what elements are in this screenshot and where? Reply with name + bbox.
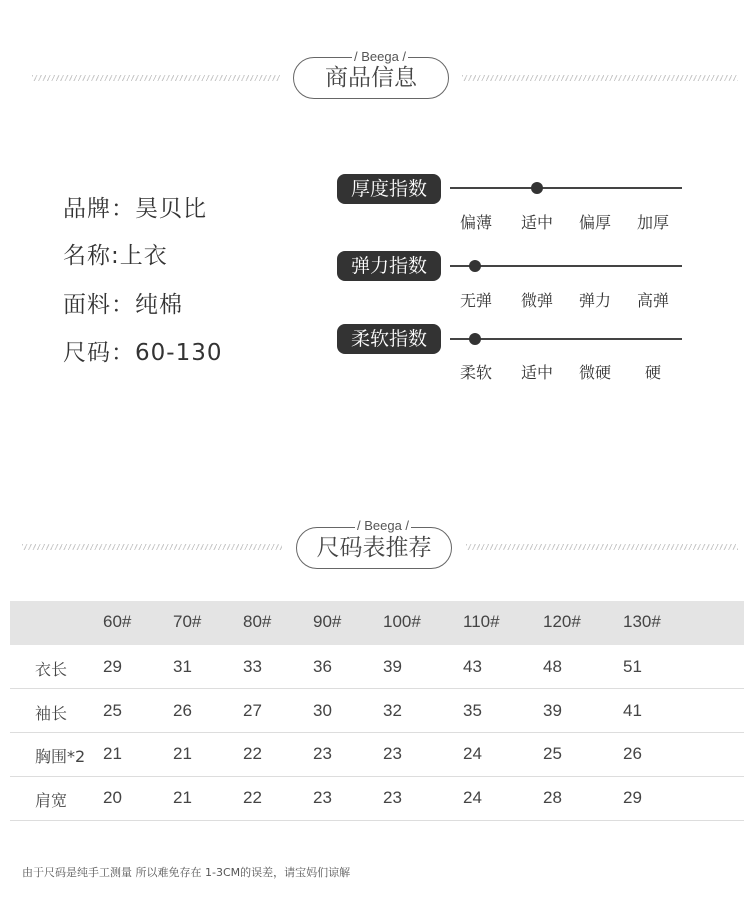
section-title-text: 尺码表推荐 [316, 535, 432, 561]
size-cell: 23 [313, 744, 332, 763]
size-cell: 48 [543, 657, 562, 676]
size-column-header: 130# [623, 612, 661, 631]
size-column-header: 60# [103, 612, 132, 631]
size-column-header: 90# [313, 612, 342, 631]
scale-option-label: 偏厚 [578, 213, 611, 232]
scale-option-label: 高弹 [636, 291, 669, 310]
section-title-size-chart [296, 527, 452, 569]
size-cell: 23 [383, 788, 402, 807]
size-cell: 23 [383, 744, 402, 763]
row-divider [10, 732, 744, 733]
header-hatch-left [22, 544, 282, 550]
size-row-label: 肩宽 [35, 791, 68, 810]
size-cell: 29 [103, 657, 122, 676]
size-column-header: 70# [173, 612, 202, 631]
scale-option-label: 适中 [520, 363, 553, 382]
size-cell: 21 [103, 744, 122, 763]
size-cell: 31 [173, 657, 192, 676]
scale-option-label: 适中 [520, 213, 553, 232]
row-divider [10, 688, 744, 689]
size-cell: 24 [463, 788, 482, 807]
scale-line [450, 265, 682, 267]
size-cell: 29 [623, 788, 642, 807]
header-hatch-right [466, 544, 738, 550]
scale-option-label: 弹力 [578, 291, 611, 310]
scale-option-label: 柔软 [459, 363, 492, 382]
scale-option-label: 加厚 [636, 213, 669, 232]
scale-option-label: 偏薄 [459, 213, 492, 232]
size-cell: 21 [173, 788, 192, 807]
size-cell: 32 [383, 701, 402, 720]
section-title-text: 商品信息 [325, 65, 417, 91]
size-row-label: 胸围*2 [35, 747, 86, 766]
size-cell: 36 [313, 657, 332, 676]
header-hatch-right [462, 75, 738, 81]
info-material: 面料：纯棉 [63, 292, 183, 318]
size-cell: 43 [463, 657, 482, 676]
scale-option-label: 微硬 [578, 363, 611, 382]
size-cell: 39 [543, 701, 562, 720]
size-cell: 35 [463, 701, 482, 720]
size-column-header: 120# [543, 612, 581, 631]
scale-marker [531, 182, 543, 194]
scale-marker [469, 333, 481, 345]
size-cell: 25 [543, 744, 562, 763]
measurement-footnote: 由于尺码是纯手工测量 所以难免存在 1-3CM的误差，请宝妈们谅解 [22, 866, 351, 879]
scale-option-label: 无弹 [459, 291, 492, 310]
scale-line [450, 187, 682, 189]
size-cell: 41 [623, 701, 642, 720]
size-cell: 39 [383, 657, 402, 676]
size-row-label: 袖长 [35, 704, 68, 723]
scale-option-label: 微弹 [520, 291, 553, 310]
size-cell: 26 [173, 701, 192, 720]
size-column-header: 110# [463, 612, 500, 631]
size-cell: 22 [243, 788, 262, 807]
header-hatch-left [32, 75, 280, 81]
size-cell: 20 [103, 788, 122, 807]
size-cell: 30 [313, 701, 332, 720]
info-name: 名称:上衣 [63, 243, 168, 269]
size-cell: 51 [623, 657, 642, 676]
info-size: 尺码：60-130 [63, 340, 223, 366]
size-cell: 33 [243, 657, 262, 676]
size-cell: 28 [543, 788, 562, 807]
scale-option-label: 硬 [644, 363, 661, 382]
size-column-header: 100# [383, 612, 421, 631]
size-cell: 22 [243, 744, 262, 763]
scale-marker [469, 260, 481, 272]
row-divider [10, 776, 744, 777]
row-divider [10, 820, 744, 821]
brand-caption: / Beega / [357, 518, 410, 533]
size-cell: 25 [103, 701, 122, 720]
scale-tag: 弹力指数 [337, 251, 441, 281]
size-row-label: 衣长 [35, 660, 68, 679]
size-column-header: 80# [243, 612, 272, 631]
size-cell: 27 [243, 701, 262, 720]
info-brand: 品牌：昊贝比 [63, 196, 207, 222]
size-cell: 26 [623, 744, 642, 763]
brand-caption: / Beega / [354, 49, 407, 64]
size-cell: 24 [463, 744, 482, 763]
size-cell: 23 [313, 788, 332, 807]
size-cell: 21 [173, 744, 192, 763]
scale-line [450, 338, 682, 340]
scale-tag: 厚度指数 [337, 174, 441, 204]
scale-tag: 柔软指数 [337, 324, 441, 354]
